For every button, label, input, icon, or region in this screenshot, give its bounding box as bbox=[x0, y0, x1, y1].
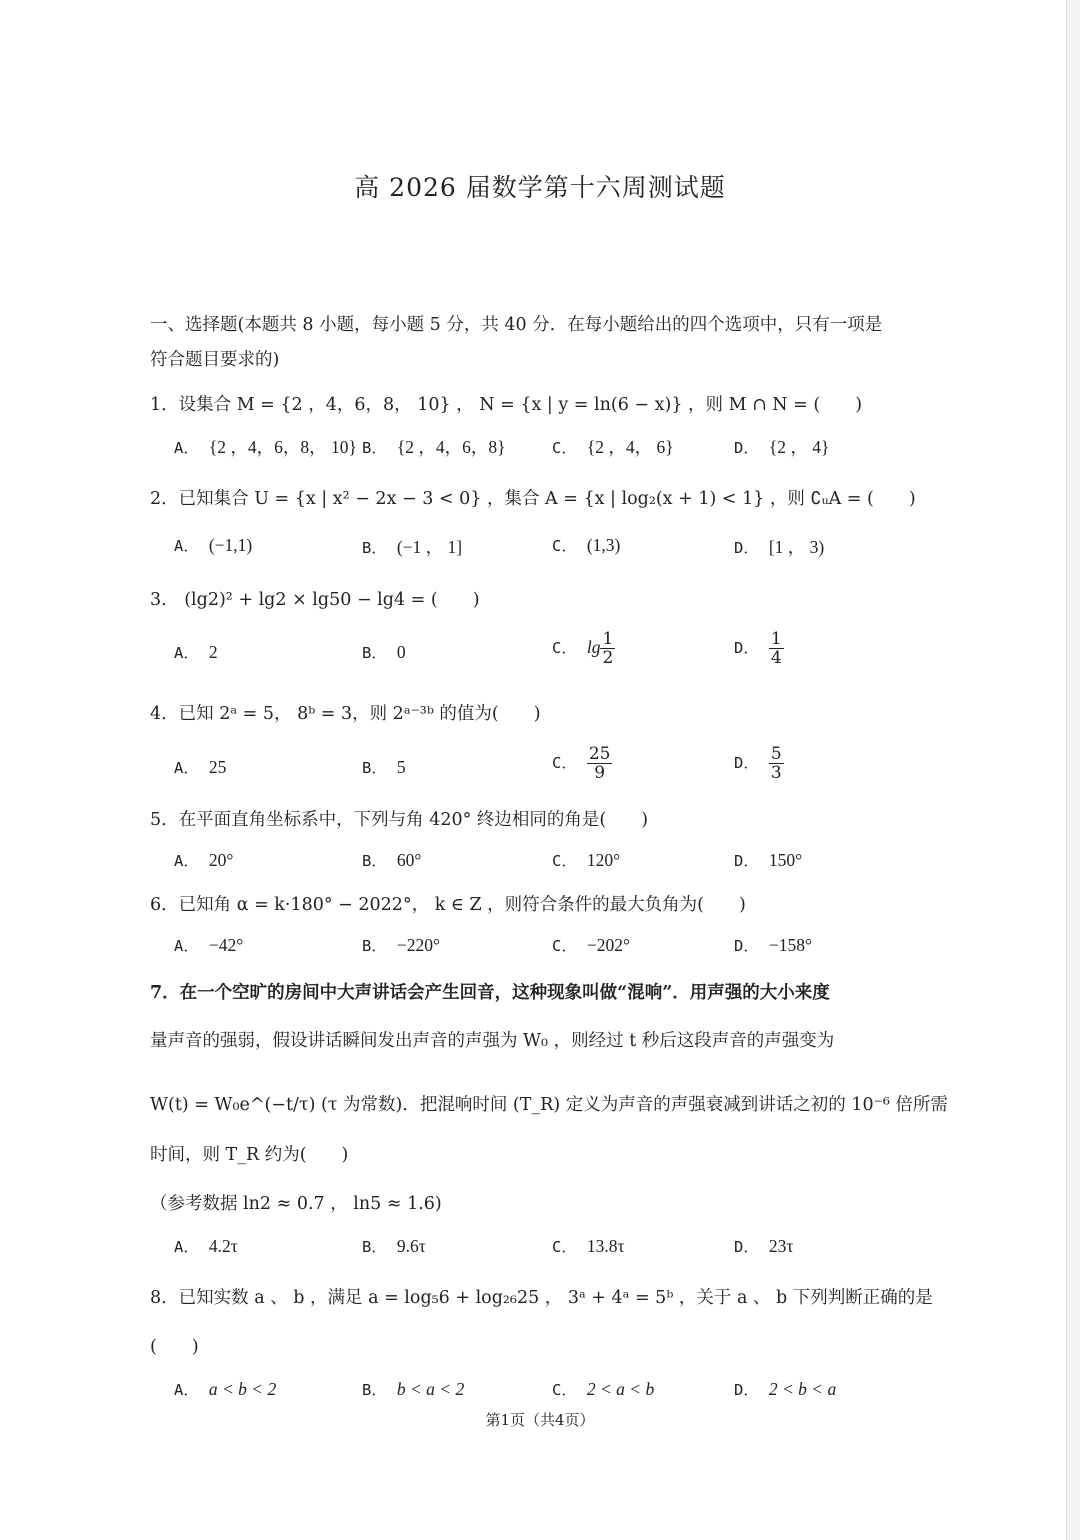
option-label: B． bbox=[362, 644, 387, 662]
q1-option-a bbox=[174, 434, 357, 459]
q4-option-d bbox=[734, 745, 784, 782]
option-text: {2 ，4，6，8} bbox=[396, 437, 506, 457]
q6-option-d bbox=[734, 934, 812, 956]
question-6-stem: 6．已知角 α = k·180° − 2022°， k ∈ Z ，则符合条件的最大负角为( ) bbox=[150, 895, 746, 915]
option-label: A． bbox=[174, 1381, 199, 1399]
fraction-denominator: 9 bbox=[594, 763, 606, 783]
option-text: 20° bbox=[208, 850, 234, 870]
q5-option-c bbox=[552, 849, 620, 871]
option-label: A． bbox=[174, 937, 199, 955]
option-text: 4.2τ bbox=[208, 1236, 238, 1256]
option-label: A． bbox=[174, 537, 199, 555]
q4-option-a bbox=[174, 756, 226, 778]
q7-option-c bbox=[552, 1235, 625, 1257]
q1-option-d bbox=[734, 434, 829, 459]
q5-option-d bbox=[734, 849, 802, 871]
question-2-stem: 2．已知集合 U = {x | x² − 2x − 3 < 0} ，集合 A = {x | log₂(x + 1) < 1} ，则 ∁ᵤA = ( ) bbox=[150, 489, 916, 509]
option-text: (−1 ， 1] bbox=[396, 537, 463, 557]
section-heading-line1: 一、选择题(本题共 8 小题，每小题 5 分，共 40 分．在每小题给出的四个选项中，只有一项是 bbox=[150, 315, 883, 335]
q5-option-a bbox=[174, 849, 233, 871]
option-label: D． bbox=[734, 639, 759, 657]
option-text: −42° bbox=[208, 935, 244, 955]
question-7-stem-line4: 时间，则 T_R 约为( ) bbox=[150, 1145, 349, 1165]
option-text: −158° bbox=[768, 935, 812, 955]
question-7-stem-line2: 量声音的强弱，假设讲话瞬间发出声音的声强为 W₀ ，则经过 t 秒后这段声音的声强变为 bbox=[150, 1031, 835, 1051]
q8-option-a bbox=[174, 1378, 276, 1400]
q2-option-a bbox=[174, 534, 252, 556]
option-label: B． bbox=[362, 539, 387, 557]
fraction bbox=[587, 745, 613, 782]
option-text: −220° bbox=[396, 935, 440, 955]
question-5-stem: 5．在平面直角坐标系中，下列与角 420° 终边相同的角是( ) bbox=[150, 810, 649, 830]
q5-option-b bbox=[362, 849, 421, 871]
option-text: (−1,1) bbox=[208, 535, 253, 555]
option-label: A． bbox=[174, 1238, 199, 1256]
option-text: 2 bbox=[208, 642, 218, 662]
fraction-numerator: 25 bbox=[588, 744, 611, 764]
option-label: D． bbox=[734, 937, 759, 955]
option-label: D． bbox=[734, 754, 759, 772]
option-label: A． bbox=[174, 644, 199, 662]
q2-option-d bbox=[734, 534, 824, 559]
q3-option-c bbox=[552, 630, 615, 667]
option-label: C． bbox=[552, 439, 577, 457]
option-label: B． bbox=[362, 937, 387, 955]
page-title: 高 2026 届数学第十六周测试题 bbox=[354, 173, 726, 202]
q8-option-d bbox=[734, 1378, 836, 1400]
fraction-denominator: 4 bbox=[770, 648, 782, 668]
q3-option-b bbox=[362, 641, 406, 663]
q6-option-a bbox=[174, 934, 243, 956]
option-label: C． bbox=[552, 639, 577, 657]
q3-option-d bbox=[734, 630, 784, 667]
option-label: C． bbox=[552, 1238, 577, 1256]
option-text: 120° bbox=[586, 850, 621, 870]
question-4-stem: 4．已知 2ᵃ = 5， 8ᵇ = 3，则 2ᵃ⁻³ᵇ 的值为( ) bbox=[150, 704, 541, 724]
option-text: [1 ， 3) bbox=[768, 537, 825, 557]
option-text: 2 < b < a bbox=[768, 1379, 837, 1399]
q1-option-c bbox=[552, 434, 674, 459]
q6-option-c bbox=[552, 934, 630, 956]
option-text: {2 ， 4} bbox=[768, 437, 830, 457]
option-text: 2 < a < b bbox=[586, 1379, 655, 1399]
q4-option-b bbox=[362, 756, 406, 778]
option-label: C． bbox=[552, 754, 577, 772]
option-text: b < a < 2 bbox=[396, 1379, 465, 1399]
question-7-reference-data: （参考数据 ln2 ≈ 0.7 ， ln5 ≈ 1.6) bbox=[150, 1194, 442, 1214]
question-1-stem: 1．设集合 M = {2 ，4，6，8， 10} ， N = {x | y = ln(6 − x)} ，则 M ∩ N = ( ) bbox=[150, 395, 863, 415]
q2-option-b bbox=[362, 534, 462, 559]
q1-option-b bbox=[362, 434, 506, 459]
fraction bbox=[769, 630, 784, 667]
fraction-denominator: 2 bbox=[602, 648, 614, 668]
q8-option-b bbox=[362, 1378, 464, 1400]
option-label: A． bbox=[174, 852, 199, 870]
option-label: C． bbox=[552, 937, 577, 955]
q7-option-b bbox=[362, 1235, 426, 1257]
option-text: {2 ，4， 6} bbox=[586, 437, 674, 457]
option-text: 23τ bbox=[768, 1236, 794, 1256]
option-label: A． bbox=[174, 759, 199, 777]
option-text: 13.8τ bbox=[586, 1236, 625, 1256]
question-7-stem-line1: 7．在一个空旷的房间中大声讲话会产生回音，这种现象叫做“混响”．用声强的大小来度 bbox=[150, 983, 830, 1003]
option-label: D． bbox=[734, 852, 759, 870]
question-8-stem-line2: ( ) bbox=[150, 1337, 199, 1357]
page-footer: 第1页（共4页） bbox=[485, 1411, 595, 1429]
option-text: 25 bbox=[208, 757, 227, 777]
fraction-numerator: 5 bbox=[770, 744, 782, 764]
option-label: B． bbox=[362, 439, 387, 457]
fraction-numerator: 1 bbox=[770, 629, 782, 649]
question-3-stem: 3． (lg2)² + lg2 × lg50 − lg4 = ( ) bbox=[150, 590, 480, 610]
option-label: B． bbox=[362, 852, 387, 870]
option-text: 60° bbox=[396, 850, 422, 870]
option-label: C． bbox=[552, 1381, 577, 1399]
option-label: C． bbox=[552, 537, 577, 555]
option-label: D． bbox=[734, 439, 759, 457]
option-text: −202° bbox=[586, 935, 630, 955]
option-label: C． bbox=[552, 852, 577, 870]
option-label: D． bbox=[734, 539, 759, 557]
fraction-numerator: 1 bbox=[602, 629, 614, 649]
q6-option-b bbox=[362, 934, 440, 956]
option-text: 0 bbox=[396, 642, 406, 662]
option-label: D． bbox=[734, 1381, 759, 1399]
q7-option-a bbox=[174, 1235, 238, 1257]
q2-option-c bbox=[552, 534, 620, 556]
fraction bbox=[769, 745, 784, 782]
option-label: B． bbox=[362, 1381, 387, 1399]
q3-option-a bbox=[174, 641, 218, 663]
option-text: {2 ，4，6，8， 10} bbox=[208, 437, 357, 457]
option-text: a < b < 2 bbox=[208, 1379, 277, 1399]
fraction-denominator: 3 bbox=[770, 763, 782, 783]
option-text: lg bbox=[586, 637, 601, 657]
section-heading-line2: 符合题目要求的) bbox=[150, 350, 280, 370]
q4-option-c bbox=[552, 745, 612, 782]
option-label: B． bbox=[362, 1238, 387, 1256]
option-text: (1,3) bbox=[586, 535, 621, 555]
question-7-stem-line3: W(t) = W₀e^(−t/τ) (τ 为常数)．把混响时间 (T_R) 定义为声音的声强衰减到讲话之初的 10⁻⁶ 倍所需 bbox=[150, 1095, 948, 1115]
option-label: D． bbox=[734, 1238, 759, 1256]
option-label: B． bbox=[362, 759, 387, 777]
option-text: 9.6τ bbox=[396, 1236, 426, 1256]
option-text: 150° bbox=[768, 850, 803, 870]
q7-option-d bbox=[734, 1235, 793, 1257]
fraction bbox=[600, 630, 615, 667]
option-text: 5 bbox=[396, 757, 406, 777]
q8-option-c bbox=[552, 1378, 654, 1400]
option-label: A． bbox=[174, 439, 199, 457]
question-8-stem-line1: 8．已知实数 a 、 b ，满足 a = log₅6 + log₂₆25 ， 3ᵃ + 4ᵃ = 5ᵇ ，关于 a 、 b 下列判断正确的是 bbox=[150, 1288, 933, 1308]
